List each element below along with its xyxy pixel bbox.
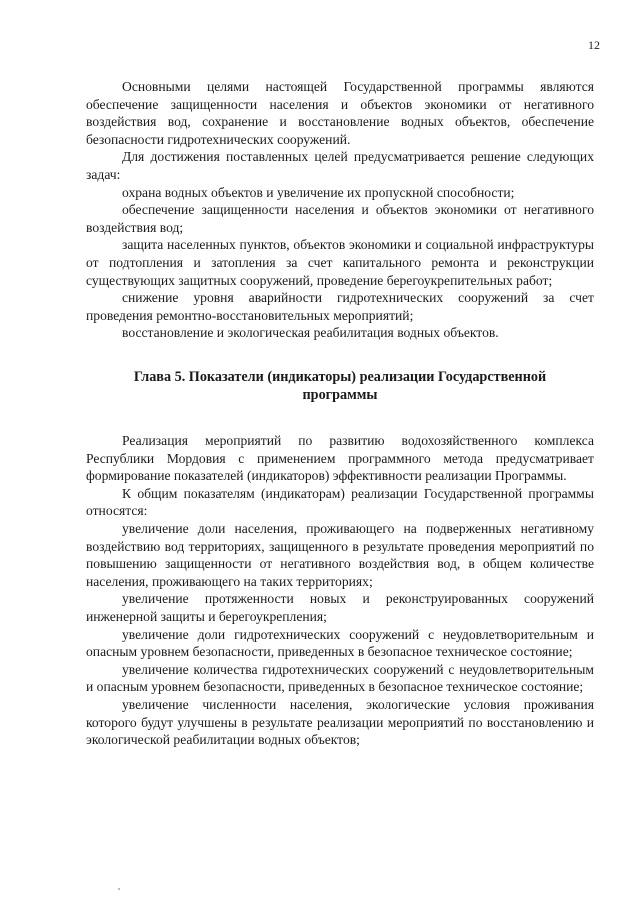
list-item: охрана водных объектов и увеличение их пропускной способности; (122, 184, 515, 200)
list-item: увеличение доли гидротехнических сооружений с неудовлетворительным и опасным уровнем безопасности, приведенных в безопасное техническое состояние; (86, 626, 594, 660)
scan-speck (118, 888, 120, 890)
paragraph: Реализация мероприятий по развитию водохозяйственного комплекса Республики Мордовия с применением программного метода предусматривает формирование показателей (индикаторов) эффективности реализации Программы. (86, 433, 594, 484)
list-item: увеличение протяженности новых и реконструированных сооружений инженерной защиты и берегоукрепления; (86, 591, 594, 625)
page-number: 12 (588, 38, 600, 52)
chapter-heading: Глава 5. Показатели (индикаторы) реализации Государственной программы (133, 368, 547, 403)
list-item: восстановление и экологическая реабилитация водных объектов. (122, 325, 499, 341)
list-item: обеспечение защищенности населения и объектов экономики от негативного воздействия вод; (86, 202, 594, 235)
paragraph: К общим показателям (индикаторам) реализации Государственной программы относятся: (86, 485, 594, 519)
paragraph: Для достижения поставленных целей предусматривается решение следующих задач: (86, 149, 594, 182)
section-goals (86, 78, 594, 342)
section-indicators (86, 432, 594, 749)
list-item: снижение уровня аварийности гидротехнических сооружений за счет проведения ремонтно-восстановительных мероприятий; (86, 290, 594, 323)
list-item: защита населенных пунктов, объектов экономики и социальной инфраструктуры от подтопления и затопления за счет капитального ремонта и реконструкции существующих защитных сооружений, проведение берегоукрепительных работ; (86, 237, 594, 288)
document-body (86, 78, 594, 749)
paragraph: Основными целями настоящей Государственной программы являются обеспечение защищенности населения и объектов экономики от негативного воздействия вод, сохранение и восстановление водных объектов, обеспечение безопасности гидротехнических сооружений. (86, 79, 594, 147)
list-item: увеличение численности населения, экологические условия проживания которого будут улучшены в результате реализации мероприятий по восстановлению и экологической реабилитации водных объектов; (86, 697, 594, 748)
list-item: увеличение доли населения, проживающего на подверженных негативному воздействию вод территориях, защищенного в результате проведения мероприятий по повышению защищенности от негативного воздействия вод, в общем количестве населения, проживающего на таких территориях; (86, 521, 594, 589)
list-item: увеличение количества гидротехнических сооружений с неудовлетворительным и опасным уровнем безопасности, приведенных в безопасное техническое состояние; (86, 661, 594, 695)
